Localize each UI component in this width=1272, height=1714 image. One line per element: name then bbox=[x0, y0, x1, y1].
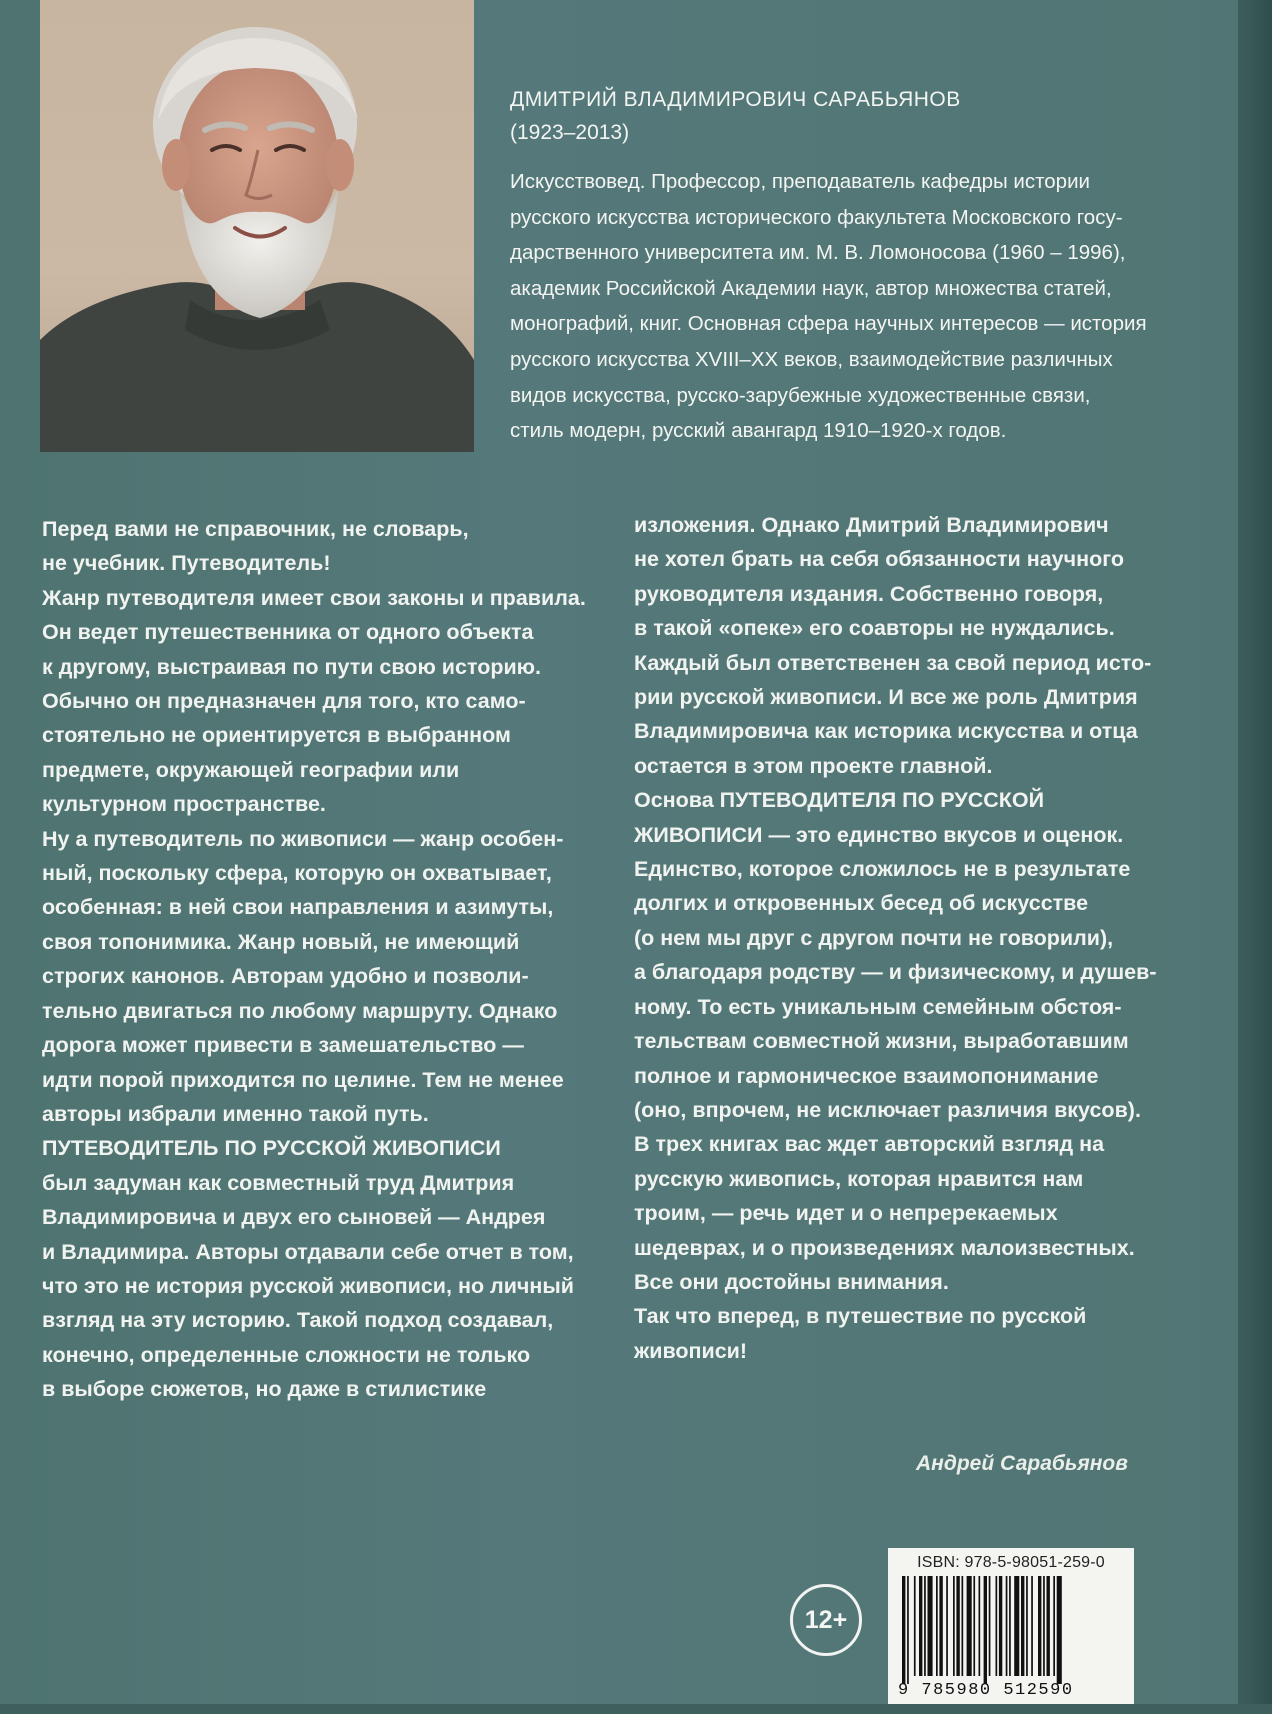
author-info bbox=[510, 84, 1150, 449]
text-line: Каждый был ответственен за свой период исто- bbox=[634, 650, 1152, 675]
barcode-bar bbox=[919, 1576, 922, 1676]
author-portrait-illustration bbox=[40, 0, 474, 452]
text-line: рии русской живописи. И все же роль Дмитрия bbox=[634, 685, 1138, 710]
text-line: Ну а путеводитель по живописи — жанр особен- bbox=[42, 826, 564, 851]
text-line: не хотел брать на себя обязанности научного bbox=[634, 547, 1125, 572]
text-line: а благодаря родству — и физическому, и душев- bbox=[634, 960, 1157, 985]
barcode-bar bbox=[1009, 1576, 1011, 1676]
bio-line: стиль модерн, русский авангард 1910–1920-х годов. bbox=[510, 419, 1007, 443]
isbn-text: ISBN: 978-5-98051-259-0 bbox=[917, 1554, 1105, 1571]
bottom-edge bbox=[0, 1704, 1272, 1714]
bio-line: академик Российской Академии наук, автор множества статей, bbox=[510, 276, 1112, 300]
text-line: что это не история русской живописи, но личный bbox=[42, 1273, 574, 1298]
text-line: Владимировича и двух его сыновей — Андрея bbox=[42, 1205, 546, 1230]
barcode-bar bbox=[907, 1576, 909, 1684]
barcode-bar bbox=[936, 1576, 938, 1676]
barcode-bar bbox=[914, 1576, 916, 1676]
bio-line: русского искусства XVIII–XX веков, взаимодействие различных bbox=[510, 347, 1113, 371]
barcode-bar bbox=[1043, 1576, 1045, 1676]
author-photo bbox=[40, 0, 474, 452]
barcode-bar bbox=[939, 1576, 942, 1676]
text-line: был задуман как совместный труд Дмитрия bbox=[42, 1170, 515, 1195]
barcode-bar bbox=[928, 1576, 933, 1676]
text-line: идти порой приходится по целине. Тем не менее bbox=[42, 1067, 564, 1092]
text-line: строгих канонов. Авторам удобно и позволи- bbox=[42, 964, 529, 989]
barcode-bar bbox=[1031, 1576, 1033, 1676]
barcode-bar bbox=[1021, 1576, 1024, 1676]
bio-line: Искусствовед. Профессор, преподаватель кафедры истории bbox=[510, 170, 1090, 193]
text-line: полное и гармоническое взаимопонимание bbox=[634, 1063, 1099, 1088]
text-line: своя топонимика. Жанр новый, не имеющий bbox=[42, 929, 520, 954]
text-line: троим, — речь идет и о непререкаемых bbox=[634, 1201, 1058, 1226]
barcode-bar bbox=[979, 1576, 981, 1676]
barcode-bar bbox=[953, 1576, 955, 1676]
text-line: дорога может привести в замешательство — bbox=[42, 1033, 524, 1058]
barcode-bar bbox=[962, 1576, 964, 1676]
text-line: Владимировича как историка искусства и отца bbox=[634, 719, 1138, 744]
barcode-bar bbox=[984, 1576, 987, 1684]
text-line: Все они достойны внимания. bbox=[634, 1269, 949, 1294]
barcode-bar bbox=[1047, 1576, 1050, 1676]
text-line: Перед вами не справочник, не словарь, bbox=[42, 517, 469, 541]
barcode-label bbox=[888, 1548, 1134, 1704]
text-line: ный, поскольку сфера, которую он охватывает, bbox=[42, 861, 552, 886]
text-line: тельствам совместной жизни, выработавшим bbox=[634, 1029, 1129, 1054]
text-line: Он ведет путешественника от одного объекта bbox=[42, 620, 534, 645]
barcode-bar bbox=[989, 1576, 991, 1676]
text-line: ЖИВОПИСИ — это единство вкусов и оценок. bbox=[634, 822, 1124, 847]
barcode-bars bbox=[896, 1576, 1126, 1684]
bio-line: монографий, книг. Основная сфера научных интересов — история bbox=[510, 312, 1147, 336]
text-line: (оно, впрочем, не исключает различия вкусов). bbox=[634, 1097, 1141, 1122]
barcode-bar bbox=[1057, 1576, 1062, 1684]
text-line: предмете, окружающей географии или bbox=[42, 757, 460, 782]
barcode-bar bbox=[946, 1576, 948, 1676]
text-line: авторы избрали именно такой путь. bbox=[42, 1101, 429, 1126]
barcode-bar bbox=[924, 1576, 926, 1676]
text-line: и Владимира. Авторы отдавали себе отчет в том, bbox=[42, 1239, 574, 1264]
text-line: не учебник. Путеводитель! bbox=[42, 551, 331, 576]
signature: Андрей Сарабьянов bbox=[916, 1452, 1128, 1475]
text-column-right bbox=[634, 508, 1174, 1368]
bio-line: русского искусства исторического факультета Московского госу- bbox=[510, 205, 1123, 229]
barcode-bar bbox=[996, 1576, 998, 1676]
text-line: изложения. Однако Дмитрий Владимирович bbox=[634, 513, 1109, 537]
text-line: Так что вперед, в путешествие по русской bbox=[634, 1304, 1087, 1329]
text-line: в такой «опеке» его соавторы не нуждались. bbox=[634, 616, 1115, 641]
text-line: особенная: в ней свои направления и азимуты, bbox=[42, 895, 554, 920]
author-name: ДМИТРИЙ ВЛАДИМИРОВИЧ САРАБЬЯНОВ bbox=[510, 88, 961, 111]
barcode-bar bbox=[967, 1576, 972, 1676]
barcode-bar bbox=[999, 1576, 1002, 1676]
barcode-bar bbox=[1038, 1576, 1041, 1676]
text-line: русскую живопись, которая нравится нам bbox=[634, 1166, 1084, 1191]
text-line: взгляд на эту историю. Такой подход создавал, bbox=[42, 1308, 554, 1333]
text-line: в выборе сюжетов, но даже в стилистике bbox=[42, 1377, 487, 1402]
barcode-bar bbox=[956, 1576, 959, 1676]
text-line: руководителя издания. Собственно говоря, bbox=[634, 581, 1104, 606]
bio-line: видов искусства, русско-зарубежные художественные связи, bbox=[510, 383, 1091, 407]
barcode-bar bbox=[1053, 1576, 1055, 1676]
text-line: тельно двигаться по любому маршруту. Однако bbox=[42, 998, 558, 1023]
bio-line: дарственного университета им. М. В. Ломоносова (1960 – 1996), bbox=[510, 241, 1126, 265]
text-column-left bbox=[42, 512, 622, 1407]
barcode-digits: 9 785980 512590 bbox=[898, 1681, 1074, 1700]
text-line: долгих и откровенных бесед об искусстве bbox=[634, 891, 1089, 916]
text-line: (о нем мы друг с другом почти не говорили), bbox=[634, 925, 1114, 950]
text-line: остается в этом проекте главной. bbox=[634, 753, 993, 778]
age-rating-badge: 12+ bbox=[790, 1584, 862, 1656]
text-line: к другому, выстраивая по пути свою историю. bbox=[42, 654, 542, 679]
barcode-bar bbox=[973, 1576, 975, 1676]
text-line: Жанр путеводителя имеет свои законы и правила. bbox=[42, 585, 586, 610]
text-line: культурном пространстве. bbox=[42, 792, 326, 817]
barcode-bar bbox=[1026, 1576, 1028, 1676]
spine-edge bbox=[1238, 0, 1272, 1714]
barcode-bar bbox=[1006, 1576, 1008, 1676]
text-line: ПУТЕВОДИТЕЛЬ ПО РУССКОЙ ЖИВОПИСИ bbox=[42, 1136, 501, 1161]
text-line: конечно, определенные сложности не только bbox=[42, 1342, 531, 1367]
text-line: шедеврах, и о произведениях малоизвестных. bbox=[634, 1235, 1135, 1260]
text-line: В трех книгах вас ждет авторский взгляд на bbox=[634, 1132, 1105, 1157]
barcode-bar bbox=[1014, 1576, 1019, 1676]
text-line: стоятельно не ориентируется в выбранном bbox=[42, 723, 511, 748]
text-line: живописи! bbox=[634, 1338, 748, 1363]
text-line: Единство, которое сложилось не в результате bbox=[634, 857, 1131, 882]
author-bio bbox=[510, 164, 1150, 449]
author-years: (1923–2013) bbox=[510, 121, 630, 144]
text-line: Обычно он предназначен для того, кто само- bbox=[42, 689, 526, 714]
text-line: Основа ПУТЕВОДИТЕЛЯ ПО РУССКОЙ bbox=[634, 788, 1045, 813]
barcode-bar bbox=[902, 1576, 905, 1684]
text-line: ному. То есть уникальным семейным обстоя- bbox=[634, 994, 1122, 1019]
